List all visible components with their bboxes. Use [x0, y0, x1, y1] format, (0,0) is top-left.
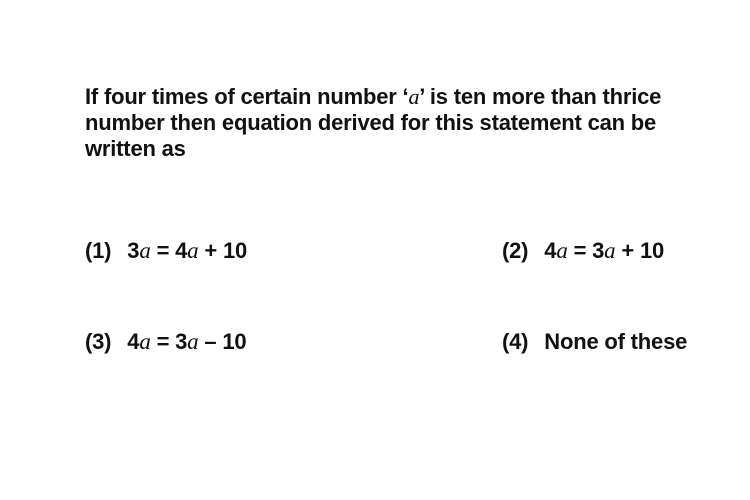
option-3[interactable] — [85, 329, 246, 355]
option-4-number: (4) — [502, 329, 529, 354]
question-variable: a — [408, 84, 420, 109]
option-4-text: None of these — [544, 329, 688, 354]
option-1[interactable] — [85, 238, 247, 264]
question-text-start: If four times of certain number ‘ — [85, 84, 409, 109]
option-2-equation: 4a = 3a + 10 — [544, 238, 665, 263]
option-1-equation: 3a = 4a + 10 — [127, 238, 248, 263]
option-2-number: (2) — [502, 238, 529, 263]
question-text — [85, 84, 685, 162]
question-text-end: ’ is ten more than thrice number then equation derived for this statement can be written as — [85, 84, 662, 161]
option-2[interactable] — [502, 238, 664, 264]
option-3-number: (3) — [85, 329, 112, 354]
option-4[interactable] — [502, 329, 687, 355]
option-1-number: (1) — [85, 238, 112, 263]
option-3-equation: 4a = 3a – 10 — [127, 329, 247, 354]
